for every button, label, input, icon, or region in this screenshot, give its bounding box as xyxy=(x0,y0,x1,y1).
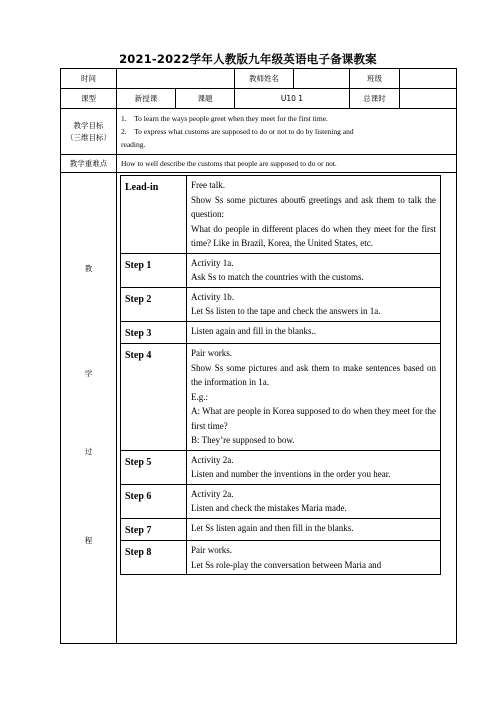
process-char: 学 xyxy=(84,369,93,378)
step-content xyxy=(187,321,441,344)
step-line: Listen again and fill in the blanks.. xyxy=(191,325,316,336)
step-row xyxy=(121,484,441,518)
page-title: 2021-2022学年人教版九年级英语电子备课教案 xyxy=(119,52,377,66)
type-label: 课型 xyxy=(61,89,117,109)
step-line: Activity 2a. xyxy=(191,488,234,499)
step-line: Let Ss listen to the tape and check the answers in 1a. xyxy=(191,306,381,316)
step-row xyxy=(121,253,441,287)
class-value[interactable] xyxy=(400,69,457,89)
step-label: Step 7 xyxy=(121,518,187,541)
topic-label: 课题 xyxy=(176,89,235,109)
row-key-points xyxy=(61,155,457,173)
step-content xyxy=(187,518,441,541)
step-content xyxy=(187,253,441,287)
step-content xyxy=(187,176,441,254)
step-line: Activity 2a. xyxy=(191,454,234,465)
step-row xyxy=(121,541,441,575)
step-content xyxy=(187,287,441,321)
step-row xyxy=(121,450,441,484)
goals-content xyxy=(117,109,457,155)
class-label: 班级 xyxy=(350,69,400,89)
goal-item: reading. xyxy=(121,140,146,149)
step-content xyxy=(187,541,441,575)
row-goals xyxy=(61,109,457,155)
key-points-text: How to well describe the customs that people are supposed to do or not. xyxy=(117,155,457,173)
row-process xyxy=(61,173,457,644)
step-line: B: They’re supposed to bow. xyxy=(191,435,295,445)
time-label: 时间 xyxy=(61,69,117,89)
step-row xyxy=(121,176,441,254)
step-content xyxy=(187,450,441,484)
process-char: 教 xyxy=(84,264,93,273)
step-content xyxy=(187,344,441,451)
step-row xyxy=(121,321,441,344)
goals-label-sub: （三维目标） xyxy=(66,132,111,142)
step-line: Show Ss some pictures and ask them to make sentences based on the information in 1a. xyxy=(191,362,436,387)
time-value[interactable] xyxy=(117,69,235,89)
row-time xyxy=(61,69,457,89)
step-line: Let Ss role-play the conversation between Maria and xyxy=(191,559,382,570)
step-line: A: What are people in Korea supposed to do when they meet for the first time? xyxy=(191,406,437,431)
step-row xyxy=(121,287,441,321)
step-line: Activity 1a. xyxy=(191,257,234,268)
process-label xyxy=(61,173,117,644)
step-line: Ask Ss to match the countries with the customs. xyxy=(191,272,364,282)
goal-item: 2. To express what customs are supposed to do or not to do by listening and xyxy=(121,127,354,136)
process-char: 过 xyxy=(84,447,93,456)
row-type xyxy=(61,89,457,109)
steps-table xyxy=(120,175,441,575)
teacher-value[interactable] xyxy=(294,69,350,89)
total-label: 总课时 xyxy=(350,89,400,109)
step-label: Step 1 xyxy=(121,253,187,287)
step-label: Step 2 xyxy=(121,287,187,321)
goals-label-main: 教学目标 xyxy=(73,120,104,130)
step-line: Pair works. xyxy=(191,545,232,555)
step-row xyxy=(121,518,441,541)
step-line: Pair works. xyxy=(191,348,232,358)
step-content xyxy=(187,484,441,518)
step-line: What do people in different places do when they meet for the first time? Like in Brazil, Korea, the United States, etc. xyxy=(191,223,436,248)
type-value: 新授课 xyxy=(117,89,176,109)
step-line: Activity 1b. xyxy=(191,291,234,302)
step-line: Show Ss some pictures about6 greetings and ask them to talk the question: xyxy=(191,194,436,219)
total-value[interactable] xyxy=(400,89,457,109)
step-line: E.g.: xyxy=(191,391,208,402)
step-label: Step 6 xyxy=(121,484,187,518)
step-row xyxy=(121,344,441,451)
process-char: 程 xyxy=(84,536,93,545)
step-label: Step 3 xyxy=(121,321,187,344)
lesson-plan-table xyxy=(60,68,457,644)
step-label: Step 8 xyxy=(121,541,187,575)
goal-item: 1. To learn the ways people greet when they meet for the first time. xyxy=(121,114,328,123)
step-label: Lead-in xyxy=(121,176,187,254)
goals-label xyxy=(61,109,117,155)
teacher-label: 教师姓名 xyxy=(235,69,294,89)
step-line: Free talk. xyxy=(191,180,225,190)
topic-value: U10 1 xyxy=(235,89,350,109)
step-label: Step 5 xyxy=(121,450,187,484)
step-line: Listen and check the mistakes Maria made. xyxy=(191,503,347,513)
step-line: Let Ss listen again and then fill in the blanks. xyxy=(191,522,354,533)
step-line: Listen and number the inventions in the order you hear. xyxy=(191,469,391,479)
process-content xyxy=(117,173,457,644)
key-points-label: 教学重难点 xyxy=(61,155,117,173)
step-label: Step 4 xyxy=(121,344,187,451)
